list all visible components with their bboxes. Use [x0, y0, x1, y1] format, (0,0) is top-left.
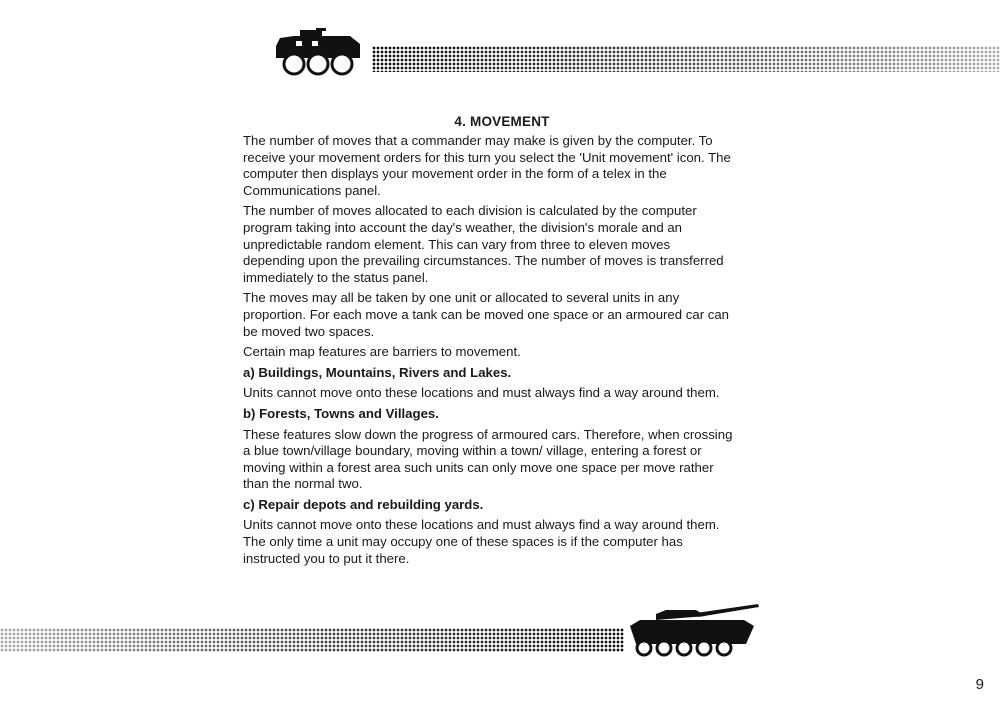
armoured-car-icon: [272, 26, 362, 76]
paragraph: The moves may all be taken by one unit or allocated to several units in any proportion. For each move a tank can be moved one space or an armoured car can be moved two spaces.: [243, 290, 730, 339]
bottom-halftone-band: [0, 628, 624, 652]
paragraph: The number of moves that a commander may make is given by the computer. To receive your movement orders for this turn you select the 'Unit movement' icon. The computer then displays your movement order in the form of a telex in the Communications panel.: [243, 133, 731, 198]
subsection-text-b: These features slow down the progress of armoured cars. Therefore, when crossing a blue town/village boundary, moving within a town/ village, entering a forest or moving within a forest area such units can only move one space per move rather than the normal two.: [243, 426, 733, 492]
paragraph: The number of moves allocated to each division is calculated by the computer program taking into account the day's weather, the division's morale and an unpredictable random element. This can vary from three to eleven moves depending upon the prevailing circumstances. The number of moves is transferred immediately to the status panel.: [243, 203, 724, 285]
subsection-text-c: Units cannot move onto these locations and must always find a way around them. The only time a unit may occupy one of these spaces is if the computer has instructed you to put it there.: [243, 517, 720, 566]
subsection-heading-b: b) Forests, Towns and Villages.: [243, 405, 439, 421]
tank-icon: [626, 604, 762, 662]
subsection-heading-a: a) Buildings, Mountains, Rivers and Lakes.: [243, 364, 512, 380]
movement-section: [243, 114, 733, 571]
paragraph: Certain map features are barriers to movement.: [243, 344, 521, 360]
subsection-text-a: Units cannot move onto these locations and must always find a way around them.: [243, 385, 720, 401]
top-halftone-band: [372, 46, 1000, 72]
page-number: 9: [975, 676, 984, 693]
section-heading: 4. MOVEMENT: [454, 114, 550, 129]
subsection-heading-c: c) Repair depots and rebuilding yards.: [243, 496, 484, 512]
